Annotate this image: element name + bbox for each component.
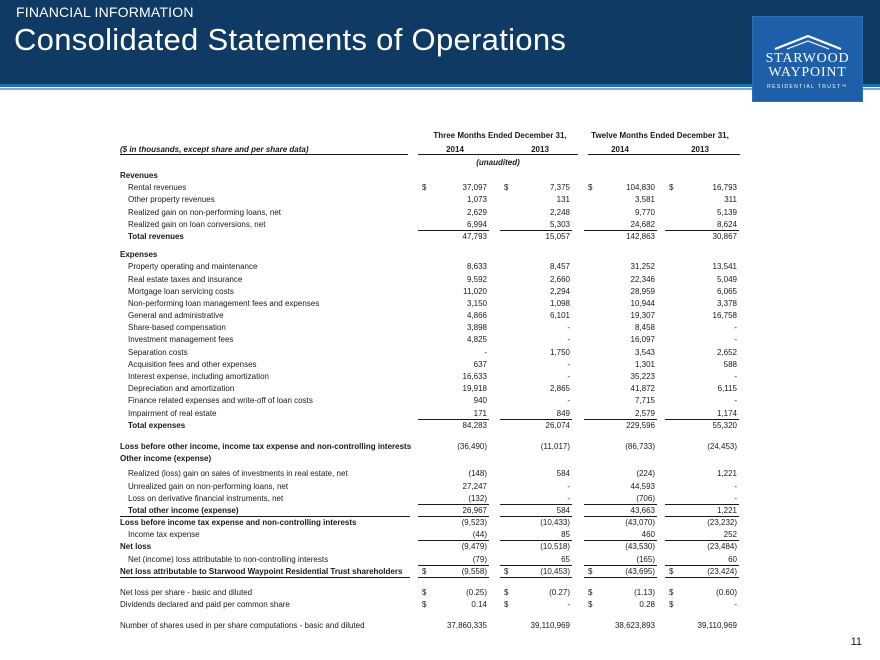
value-cell: 41,872	[630, 384, 655, 394]
value-cell: 2,294	[549, 286, 570, 296]
value-cell: (9,523)	[461, 518, 487, 528]
logo-wordmark-waypoint: WAYPOINT	[768, 65, 847, 80]
value-cell: (43,695)	[625, 566, 655, 576]
shares-row	[120, 620, 742, 632]
value-cell: 8,458	[634, 323, 655, 333]
value-cell: 1,301	[634, 359, 655, 369]
unaudited-note: (unaudited)	[476, 158, 520, 167]
year-header-row	[120, 143, 742, 155]
value-cell: -	[734, 372, 737, 381]
row-label: Income tax expense	[128, 530, 200, 540]
row-underline	[500, 577, 572, 578]
value-cell: 19,307	[630, 311, 655, 321]
value-cell: (132)	[468, 493, 487, 503]
row-label: Net loss	[120, 542, 152, 552]
value-cell: 588	[723, 359, 737, 369]
table-row	[120, 481, 742, 493]
value-cell: 7,375	[549, 183, 570, 193]
value-cell: (23,232)	[707, 518, 737, 528]
row-label: Interest expense, including amortization	[128, 372, 269, 381]
section-heading-label: Revenues	[120, 171, 158, 180]
value-cell: (224)	[636, 469, 655, 479]
row-label: Loss on derivative financial instruments, net	[128, 493, 284, 503]
total-row	[120, 505, 742, 517]
value-cell: (706)	[636, 493, 655, 503]
value-cell: (86,733)	[625, 441, 655, 451]
value-cell: 1,098	[549, 298, 570, 308]
row-label: General and administrative	[128, 311, 224, 321]
currency-symbol: $	[504, 183, 509, 193]
value-cell: 2,248	[549, 207, 570, 217]
value-cell: -	[734, 323, 737, 333]
house-roof-icon	[773, 34, 843, 50]
value-cell: 940	[473, 396, 487, 406]
currency-symbol: $	[422, 588, 427, 597]
subtotal-row	[120, 517, 742, 529]
dividends-row	[120, 599, 742, 611]
value-cell: -	[734, 493, 737, 503]
row-label: Net loss per share - basic and diluted	[120, 588, 253, 597]
value-cell: (148)	[468, 469, 487, 479]
table-row	[120, 298, 742, 310]
row-label: Depreciation and amortization	[128, 384, 235, 394]
currency-symbol: $	[669, 588, 674, 597]
row-label: Net (income) loss attributable to non-controlling interests	[128, 554, 329, 564]
value-cell: 31,252	[630, 262, 655, 272]
row-underline	[584, 577, 657, 578]
table-row	[120, 194, 742, 206]
section-heading-label: Other income (expense)	[120, 454, 212, 464]
row-label: Dividends declared and paid per common share	[120, 600, 290, 610]
value-cell: (0.25)	[466, 588, 487, 597]
value-cell: -	[734, 335, 737, 345]
header-banner	[0, 0, 880, 84]
value-cell: 22,346	[630, 274, 655, 284]
currency-symbol: $	[422, 600, 427, 610]
value-cell: (43,070)	[625, 518, 655, 528]
row-label: Impairment of real estate	[128, 408, 217, 418]
company-logo	[752, 16, 863, 102]
value-cell: -	[567, 372, 570, 381]
row-label: Rental revenues	[128, 183, 187, 193]
value-cell: 16,633	[462, 372, 487, 381]
row-label: Property operating and maintenance	[128, 262, 258, 272]
row-label: Non-performing loan management fees and expenses	[128, 298, 320, 308]
value-cell: 1,221	[716, 469, 737, 479]
table-row	[120, 334, 742, 346]
value-cell: 2,865	[549, 384, 570, 394]
row-label: Total expenses	[128, 420, 186, 430]
value-cell: (9,558)	[461, 566, 487, 576]
row-label: Total other income (expense)	[128, 505, 239, 515]
value-cell: 39,110,969	[530, 621, 570, 631]
row-label: Finance related expenses and write-off of loan costs	[128, 396, 313, 406]
currency-symbol: $	[504, 588, 509, 597]
value-cell: 9,592	[466, 274, 487, 284]
statement-table	[120, 131, 742, 633]
logo-wordmark-starwood: STARWOOD	[765, 51, 850, 66]
subtotal-row	[120, 441, 742, 453]
year-header: 2013	[531, 145, 549, 154]
value-cell: -	[567, 600, 570, 610]
page-number: 11	[850, 636, 862, 648]
value-cell: 2,579	[634, 408, 655, 418]
row-label: Share-based compensation	[128, 323, 226, 333]
per-share-row	[120, 587, 742, 599]
currency-symbol: $	[504, 600, 509, 610]
value-cell: 38,623,893	[614, 621, 655, 631]
value-cell: 5,139	[716, 207, 737, 217]
value-cell: (10,433)	[540, 518, 570, 528]
table-row	[120, 468, 742, 480]
value-cell: (44)	[472, 530, 487, 540]
table-row	[120, 261, 742, 273]
row-label: Loss before income tax expense and non-controlling interests	[120, 518, 357, 528]
row-label: Unrealized gain on non-performing loans, net	[128, 481, 289, 491]
value-cell: 311	[724, 195, 737, 205]
row-label: Mortgage loan servicing costs	[128, 286, 234, 296]
unaudited-row	[120, 155, 742, 170]
value-cell: 13,541	[712, 262, 737, 272]
row-underline	[418, 577, 489, 578]
value-cell: 55,320	[712, 420, 737, 430]
row-label: Real estate taxes and insurance	[128, 274, 243, 284]
value-cell: 8,633	[466, 262, 487, 272]
value-cell: 1,174	[716, 408, 737, 418]
table-row	[120, 383, 742, 395]
value-cell: 11,020	[463, 286, 487, 296]
table-row	[120, 359, 742, 371]
value-cell: (79)	[472, 554, 487, 564]
section-heading-label: Expenses	[120, 250, 158, 260]
row-label: Realized (loss) gain on sales of investments in real estate, net	[128, 469, 348, 479]
section-heading	[120, 170, 742, 182]
section-heading	[120, 249, 742, 261]
value-cell: 6,065	[716, 286, 737, 296]
value-cell: 104,830	[626, 183, 655, 193]
table-row	[120, 322, 742, 334]
value-cell: 0.14	[471, 600, 487, 610]
value-cell: 30,867	[712, 231, 737, 241]
net-loss-attributable-row	[120, 566, 742, 578]
value-cell: 131	[556, 195, 570, 205]
table-row	[120, 529, 742, 541]
value-cell: 9,770	[634, 207, 655, 217]
value-cell: 252	[723, 530, 737, 540]
value-cell: -	[567, 481, 570, 491]
value-cell: 26,967	[462, 505, 487, 515]
year-header: 2013	[691, 145, 709, 154]
value-cell: 1,221	[716, 505, 737, 515]
year-header: 2014	[611, 145, 629, 154]
value-cell: 37,097	[462, 183, 487, 193]
currency-symbol: $	[422, 183, 427, 193]
value-cell: 0.28	[639, 600, 655, 610]
row-label: Net loss attributable to Starwood Waypoint Residential Trust shareholders	[120, 566, 403, 576]
value-cell: 1,750	[549, 347, 570, 357]
value-cell: 16,758	[712, 311, 737, 321]
value-cell: 584	[556, 469, 570, 479]
twelve-months-header: Twelve Months Ended December 31,	[591, 131, 729, 140]
table-row	[120, 182, 742, 194]
value-cell: 3,898	[466, 323, 487, 333]
table-row	[120, 274, 742, 286]
table-row	[120, 310, 742, 322]
row-label: Loss before other income, income tax expense and non-controlling interests	[120, 441, 412, 451]
value-cell: 849	[556, 408, 570, 418]
total-row	[120, 420, 742, 432]
currency-symbol: $	[588, 183, 593, 193]
value-cell: -	[567, 323, 570, 333]
table-row	[120, 347, 742, 359]
table-row	[120, 286, 742, 298]
row-label: Number of shares used in per share computations - basic and diluted	[120, 621, 365, 631]
value-cell: 5,303	[549, 219, 570, 229]
value-cell: -	[567, 493, 570, 503]
value-cell: 142,863	[626, 231, 655, 241]
value-cell: -	[484, 347, 487, 357]
value-cell: 3,150	[466, 298, 487, 308]
value-cell: 28,959	[630, 286, 655, 296]
row-underline-full	[120, 577, 410, 578]
value-cell: 24,682	[630, 219, 655, 229]
value-cell: 16,097	[630, 335, 655, 345]
value-cell: (10,453)	[540, 566, 570, 576]
currency-symbol: $	[669, 566, 674, 576]
header-accent-line-light	[0, 88, 880, 90]
value-cell: 26,074	[545, 420, 570, 430]
currency-symbol: $	[669, 600, 674, 610]
value-cell: 8,624	[716, 219, 737, 229]
three-months-header: Three Months Ended December 31,	[433, 131, 567, 140]
row-label: Separation costs	[128, 347, 188, 357]
row-label: Other property revenues	[128, 195, 215, 205]
value-cell: -	[734, 600, 737, 610]
value-cell: 85	[561, 530, 570, 540]
value-cell: 460	[641, 530, 655, 540]
value-cell: 47,793	[462, 231, 487, 241]
value-cell: 4,866	[466, 311, 487, 321]
value-cell: (1.13)	[634, 588, 655, 597]
value-cell: 5,049	[716, 274, 737, 284]
table-row	[120, 554, 742, 566]
table-row	[120, 395, 742, 407]
value-cell: (36,490)	[457, 441, 487, 451]
currency-symbol: $	[504, 566, 509, 576]
value-cell: 6,101	[549, 311, 570, 321]
year-header: 2014	[446, 145, 464, 154]
value-cell: -	[567, 396, 570, 406]
value-cell: 584	[556, 505, 570, 515]
value-cell: -	[734, 396, 737, 406]
value-cell: -	[567, 335, 570, 345]
value-cell: 44,593	[630, 481, 655, 491]
row-label: Realized gain on non-performing loans, net	[128, 207, 281, 217]
value-cell: 10,944	[630, 298, 655, 308]
row-label: Total revenues	[128, 231, 184, 241]
table-row	[120, 493, 742, 505]
currency-symbol: $	[669, 183, 674, 193]
table-row	[120, 207, 742, 219]
value-cell: 43,663	[630, 505, 655, 515]
currency-symbol: $	[588, 600, 593, 610]
value-cell: 19,918	[462, 384, 487, 394]
value-cell: 60	[728, 554, 737, 564]
logo-tagline: RESIDENTIAL TRUST™	[767, 84, 848, 90]
value-cell: 3,378	[716, 298, 737, 308]
value-cell: 65	[561, 554, 570, 564]
value-cell: 2,660	[549, 274, 570, 284]
row-label: Realized gain on loan conversions, net	[128, 219, 266, 229]
currency-symbol: $	[422, 566, 427, 576]
value-cell: 7,715	[634, 396, 655, 406]
value-cell: -	[567, 359, 570, 369]
value-cell: (23,424)	[707, 566, 737, 576]
value-cell: 15,057	[545, 231, 570, 241]
value-cell: (9,479)	[461, 542, 487, 552]
value-cell: 27,247	[462, 481, 487, 491]
value-cell: (24,453)	[707, 441, 737, 451]
value-cell: 16,793	[712, 183, 737, 193]
value-cell: (10,518)	[540, 542, 570, 552]
value-cell: -	[734, 481, 737, 491]
header-accent-line	[0, 84, 880, 87]
page-title: Consolidated Statements of Operations	[14, 22, 567, 57]
value-cell: 2,629	[466, 207, 487, 217]
value-cell: 171	[473, 408, 487, 418]
currency-symbol: $	[588, 566, 593, 576]
value-cell: (43,530)	[625, 542, 655, 552]
value-cell: (0.60)	[716, 588, 737, 597]
table-row	[120, 408, 742, 420]
value-cell: (23,484)	[707, 542, 737, 552]
value-cell: (0.27)	[549, 588, 570, 597]
value-cell: 1,073	[466, 195, 487, 205]
row-underline	[665, 577, 739, 578]
value-cell: 84,283	[462, 420, 487, 430]
value-cell: 35,223	[630, 372, 655, 381]
section-label: FINANCIAL INFORMATION	[16, 4, 194, 20]
row-label: Acquisition fees and other expenses	[128, 359, 257, 369]
value-cell: (11,017)	[540, 441, 570, 451]
total-row	[120, 231, 742, 243]
table-row	[120, 219, 742, 231]
value-cell: 4,825	[466, 335, 487, 345]
table-row	[120, 371, 742, 383]
value-cell: 8,457	[549, 262, 570, 272]
value-cell: (165)	[636, 554, 655, 564]
value-cell: 6,115	[717, 384, 737, 394]
section-heading	[120, 453, 742, 465]
units-note: ($ in thousands, except share and per share data)	[120, 145, 309, 154]
row-label: Investment management fees	[128, 335, 234, 345]
net-loss-row	[120, 541, 742, 553]
value-cell: 39,110,969	[697, 621, 737, 631]
value-cell: 3,581	[634, 195, 655, 205]
value-cell: 37,860,335	[446, 621, 487, 631]
value-cell: 637	[473, 359, 487, 369]
period-header-row	[120, 131, 742, 143]
statement-rows	[120, 170, 742, 633]
value-cell: 229,596	[626, 420, 655, 430]
value-cell: 2,652	[716, 347, 737, 357]
value-cell: 3,543	[634, 347, 655, 357]
value-cell: 6,994	[466, 219, 487, 229]
currency-symbol: $	[588, 588, 593, 597]
